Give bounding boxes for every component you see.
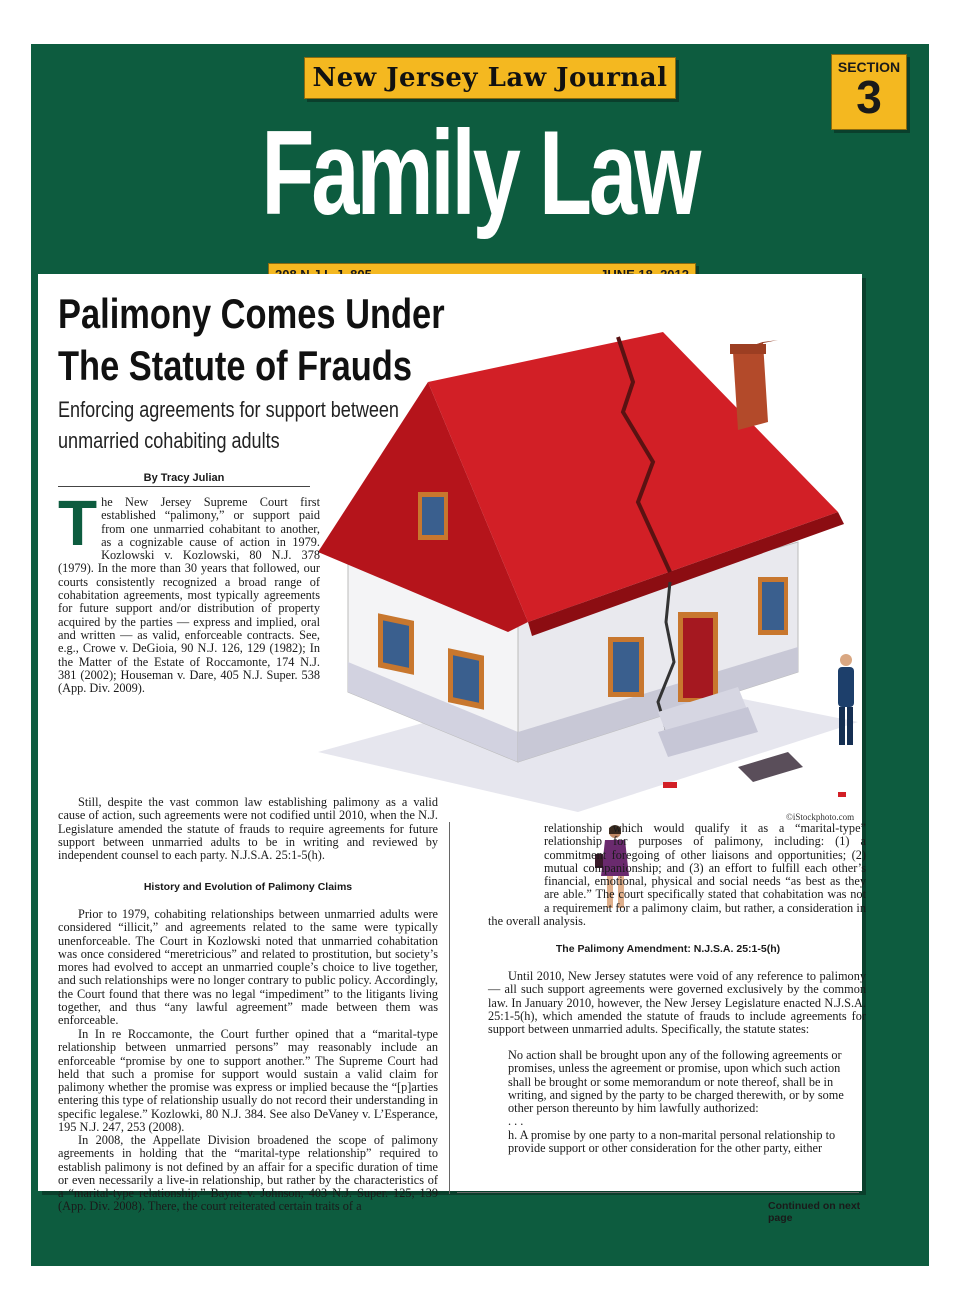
- paragraph-6: [488, 822, 866, 928]
- dek-line-1: Enforcing agreements for support between: [58, 397, 399, 422]
- dek-line-2: unmarried cohabiting adults: [58, 428, 280, 453]
- statute-quote: [508, 1049, 844, 1155]
- article-dek: [58, 394, 402, 456]
- quote-paragraph-1: No action shall be brought upon any of the following agreements or promises, unless the agreement or promise, upon which such action shall be brought or some memorandum or note thereof, shall be in writing, and signed by the party to be charged therewith, or by some other person thereunto by him lawfully authorized:: [508, 1048, 844, 1116]
- paragraph-2: Still, despite the vast common law establishing palimony as a valid cause of action, such agreements were not codified until 2010, when the N.J. Legislature amended the statute of frauds to require agreements for future support between unmarried adults to be in writing and reviewed by independent counsel to each party. N.J.S.A. 25:1-5(h).: [58, 795, 438, 863]
- drop-cap: T: [58, 487, 98, 559]
- quote-ellipsis: . . .: [508, 1114, 524, 1129]
- cover-title: Family Law: [261, 106, 699, 240]
- headline-line-1: Palimony Comes Under: [58, 290, 445, 337]
- subhead-history: History and Evolution of Palimony Claims: [143, 881, 353, 893]
- column-divider: [449, 822, 450, 1194]
- paragraph-3: Prior to 1979, cohabiting relationships between unmarried adults were considered “illicit,” and agreements related to the same were typically unenforceable. The Court in Kozlowski noted that unmarried cohabitation was once considered “meretricious” and related to prostitution, but society’s mores had evolved to accept an unmarried couple’s choice to live together, and such relationships were no longer contrary to public policy. Accordingly, the Court found that there was no legal “impediment” to the litigants living together, and thus “any lawful agreement” made between them was enforceable.: [58, 907, 438, 1028]
- paragraph-1: he New Jersey Supreme Court first established “palimony,” or support paid from one unmarried cohabitant to another, as a cognizable cause of action in 1979. Kozlowski v. Kozlowski, 80 N.J. 378 (1979). In the more than 30 years that followed, our courts consistently recognized a broad range of cohabitation agreements, most typically agreements for future support and/or distribution of property acquired by the parties — express and implied, oral and written — as valid, enforceable contracts. See, e.g., Crowe v. DeGioia, 90 N.J. 126, 129 (1982); In the Matter of the Estate of Roccamonte, 174 N.J. 381 (2002); Houseman v. Dare, 405 N.J. Super. 538 (App. Div. 2009).: [58, 495, 320, 696]
- subhead-amendment: The Palimony Amendment: N.J.S.A. 25:1-5(h): [555, 943, 781, 955]
- image-credit: ©iStockphoto.com: [786, 812, 855, 822]
- section-number: 3: [856, 71, 882, 123]
- section-label: SECTION: [837, 59, 901, 75]
- bottom-rule: [457, 1192, 859, 1193]
- byline: By Tracy Julian: [58, 472, 310, 487]
- paragraph-4: In In re Roccamonte, the Court further opined that a “marital-type relationship between unmarried persons” may reasonably include an enforceable “promise by one to support another.” The Supreme Court had held that such a promise for support would sustain a valid claim for palimony whether the promise was express or implied because the “[p]arties entering this type of relationship usually do not record their understanding in specific legalese.” Kozlowki, 80 N.J. 384. See also DeVaney v. L’Esperance, 195 N.J. 247, 253 (2008).: [58, 1027, 438, 1135]
- masthead-banner: [304, 57, 676, 99]
- paragraph-7: Until 2010, New Jersey statutes were void of any reference to palimony — all such support agreements were governed exclusively by the common law. In January 2010, however, the New Jersey Legislature enacted N.J.S.A. 25:1-5(h), which amended the statute of frauds to include agreements for support between unmarried adults. Specifically, the statute states:: [488, 969, 866, 1037]
- figure-wrap-space: [488, 822, 536, 914]
- walking-man-figure: [830, 652, 862, 752]
- intro-paragraph-block: [58, 487, 320, 696]
- quote-paragraph-2: h. A promise by one party to a non-marital personal relationship to provide support or other consideration for the other party, either: [508, 1127, 836, 1156]
- paragraph-5: In 2008, the Appellate Division broadened the scope of palimony agreements in holding that the “marital-type relationship” required to establish palimony is not defined by an affair for a specific duration of time or even necessarily a live-in relationship, but rather by the characteristics of a “marital-type relationship.” Bayne v. Johnson, 403 N.J. Super. 125, 139 (App. Div. 2008). There, the court reiterated certain traits of a: [58, 1133, 438, 1214]
- paragraph-6-text: relationship which would qualify it as a “marital-type” relationship for purposes of palimony, including: (1) a commitment foregoing of other liaisons and opportunities; (2) mutual companionship; and (3) an effort to fulfill each other’s financial, emotional, physical and social needs “as best as they are able.” The court specifically stated that cohabitation was not a requirement for a palimony claim, but rather, a consideration in the overall analysis.: [488, 821, 866, 929]
- article-headline: [58, 288, 484, 392]
- section-badge: [831, 54, 907, 130]
- article-page: [38, 274, 866, 1224]
- continued-notice: Continued on next page: [768, 1200, 861, 1224]
- journal-name: New Jersey Law Journal: [312, 63, 668, 93]
- headline-line-2: The Statute of Frauds: [58, 342, 412, 389]
